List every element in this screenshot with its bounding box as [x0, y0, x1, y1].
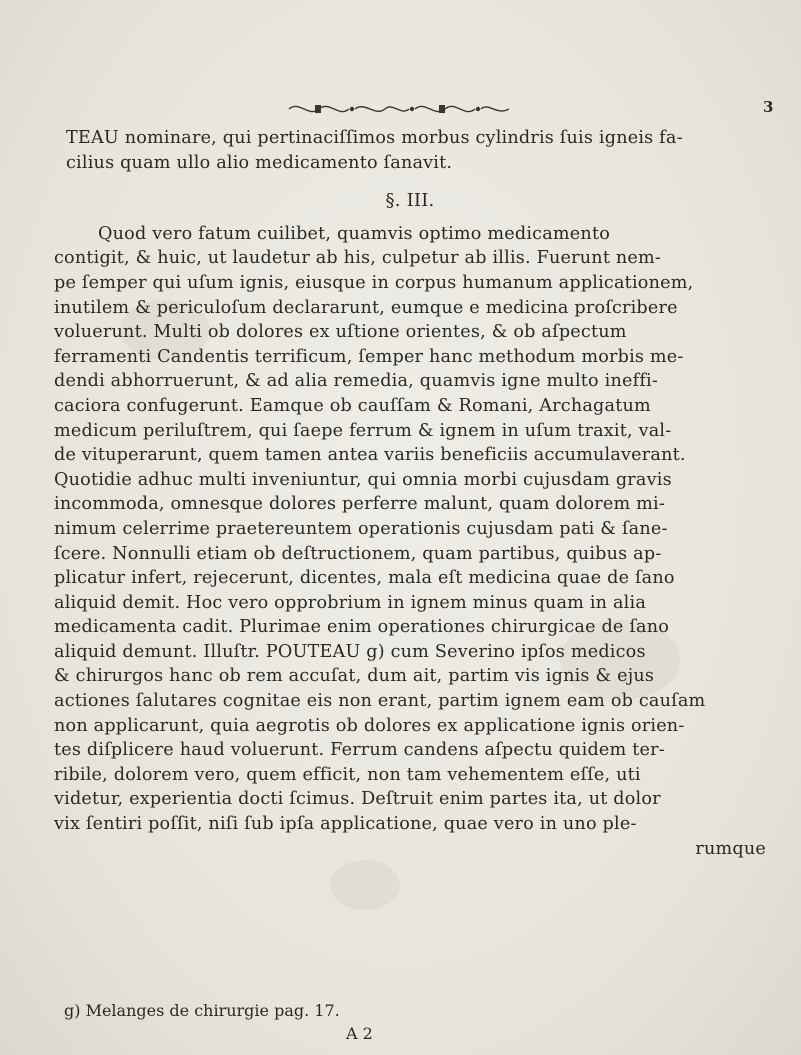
text-line: ſcere. Nonnulli etiam ob deſtructionem, quam partibus, quibus ap-: [54, 543, 662, 564]
text-line: medicamenta cadit. Plurimae enim operationes chirurgicae de ſano: [54, 617, 670, 638]
text-line: & chirurgos hanc ob rem accuſat, dum ait, partim vis ignis & ejus: [54, 666, 655, 687]
page-number: 3: [763, 98, 774, 116]
printer-ornament-icon: [285, 98, 513, 120]
text-line: aliquid demit. Hoc vero opprobrium in ignem minus quam in alia: [54, 592, 647, 613]
footnote: g) Melanges de chirurgie pag. 17.: [64, 1001, 340, 1020]
text-line: actiones ſalutares cognitae eis non erant, partim ignem eam ob cauſam: [54, 691, 706, 712]
text-line: incommoda, omnesque dolores perferre malunt, quam dolorem mi-: [54, 494, 665, 515]
text-line: medicum periluſtrem, qui ſaepe ferrum & ignem in uſum traxit, val-: [54, 420, 672, 441]
text-line: dendi abhorruerunt, & ad alia remedia, quamvis igne multo ineffi-: [54, 371, 658, 392]
text-line: contigit, & huic, ut laudetur ab his, culpetur ab illis. Fuerunt nem-: [54, 248, 662, 269]
text-line: videtur, experientia docti ſcimus. Deſtruit enim partes ita, ut dolor: [54, 789, 661, 810]
text-line: Quod vero fatum cuilibet, quamvis optimo medicamento: [98, 223, 611, 244]
text-line: plicatur infert, rejecerunt, dicentes, mala eſt medicina quae de ſano: [54, 568, 675, 589]
text-line: pe ſemper qui uſum ignis, eiusque in corpus humanum applicationem,: [54, 272, 694, 293]
text-line: cilius quam ullo alio medicamento ſanavit.: [66, 152, 453, 173]
text-line: tes diſplicere haud voluerunt. Ferrum candens aſpectu quidem ter-: [54, 740, 665, 761]
text-line: ribile, dolorem vero, quem efficit, non tam vehementem eſſe, uti: [54, 764, 641, 785]
catchword: rumque: [695, 838, 766, 859]
text-line: Quotidie adhuc multi inveniuntur, qui omnia morbi cujusdam gravis: [54, 469, 672, 490]
text-line: de vituperarunt, quem tamen antea variis beneficiis accumulaverant.: [54, 445, 686, 466]
text-line: caciora confugerunt. Eamque ob cauſſam & Romani, Archagatum: [54, 395, 651, 416]
text-line: ferramenti Candentis terrificum, ſemper hanc methodum morbis me-: [54, 346, 684, 367]
section-heading: §. III.: [385, 190, 435, 212]
signature-mark: A 2: [346, 1024, 373, 1043]
text-line: nimum celerrime praetereuntem operationis cujusdam pati & ſane-: [54, 518, 668, 539]
text-line: vix ſentiri poſſit, niſi ſub ipſa applicatione, quae vero in uno ple-: [54, 814, 637, 835]
text-line: voluerunt. Multi ob dolores ex uſtione orientes, & ob aſpectum: [54, 322, 627, 343]
text-line: inutilem & periculoſum declararunt, eumque e medicina proſcribere: [54, 297, 678, 318]
text-line: non applicarunt, quia aegrotis ob dolores ex applicatione ignis orien-: [54, 715, 685, 736]
text-line: TEAU nominare, qui pertinaciſſimos morbus cylindris ſuis igneis fa-: [66, 128, 683, 148]
text-line: aliquid demunt. Illuſtr. POUTEAU g) cum Severino ipſos medicos: [54, 641, 646, 662]
body-text: [54, 126, 766, 861]
paper-stain: [330, 860, 400, 910]
